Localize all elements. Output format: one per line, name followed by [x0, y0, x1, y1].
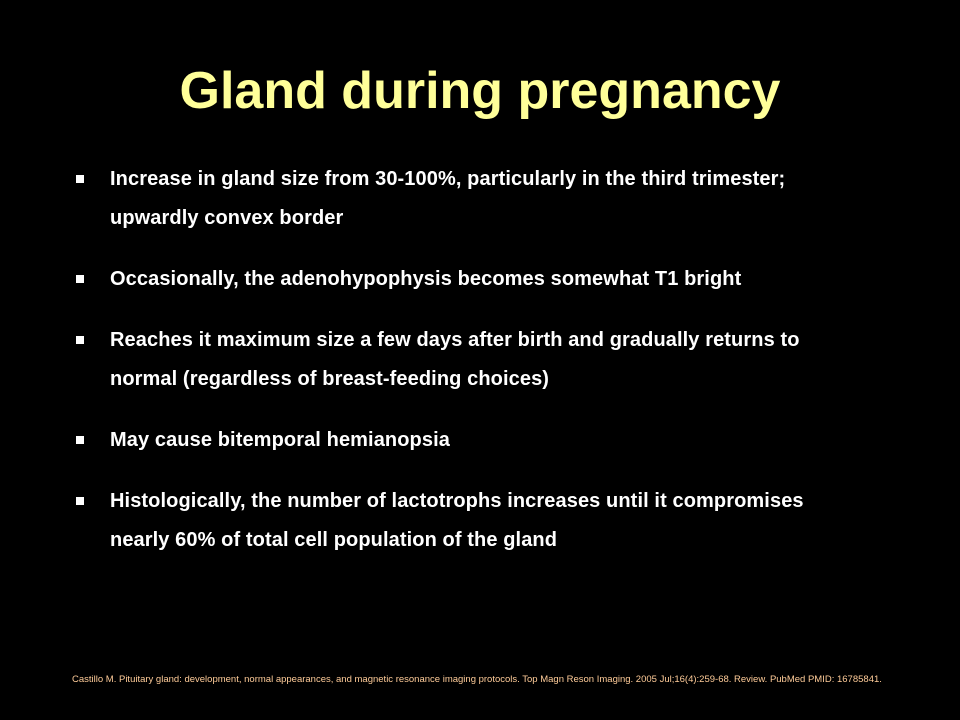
bullet-item [72, 482, 862, 560]
square-bullet-icon [76, 336, 84, 344]
bullet-text: Reaches it maximum size a few days after birth and gradually returns to normal (regardless of breast-feeding choices) [110, 329, 800, 390]
square-bullet-icon [76, 497, 84, 505]
bullet-list [72, 160, 862, 582]
square-bullet-icon [76, 436, 84, 444]
bullet-text: Increase in gland size from 30-100%, particularly in the third trimester; upwardly convex border [110, 168, 786, 229]
slide-title: Gland during pregnancy [179, 62, 781, 120]
bullet-text: Occasionally, the adenohypophysis becomes somewhat T1 bright [110, 268, 742, 290]
bullet-item [72, 260, 862, 299]
bullet-text: May cause bitemporal hemianopsia [110, 429, 450, 451]
bullet-item [72, 321, 862, 399]
bullet-text: Histologically, the number of lactotrophs increases until it compromises nearly 60% of total cell population of the gland [110, 490, 804, 551]
citation-text: Castillo M. Pituitary gland: development, normal appearances, and magnetic resonance imaging protocols. Top Magn Reson Imaging. 2005 Jul;16(4):259-68. Review. PubMed PMID: 16785841. [72, 674, 882, 685]
bullet-item [72, 421, 862, 460]
bullet-item [72, 160, 862, 238]
square-bullet-icon [76, 275, 84, 283]
square-bullet-icon [76, 175, 84, 183]
